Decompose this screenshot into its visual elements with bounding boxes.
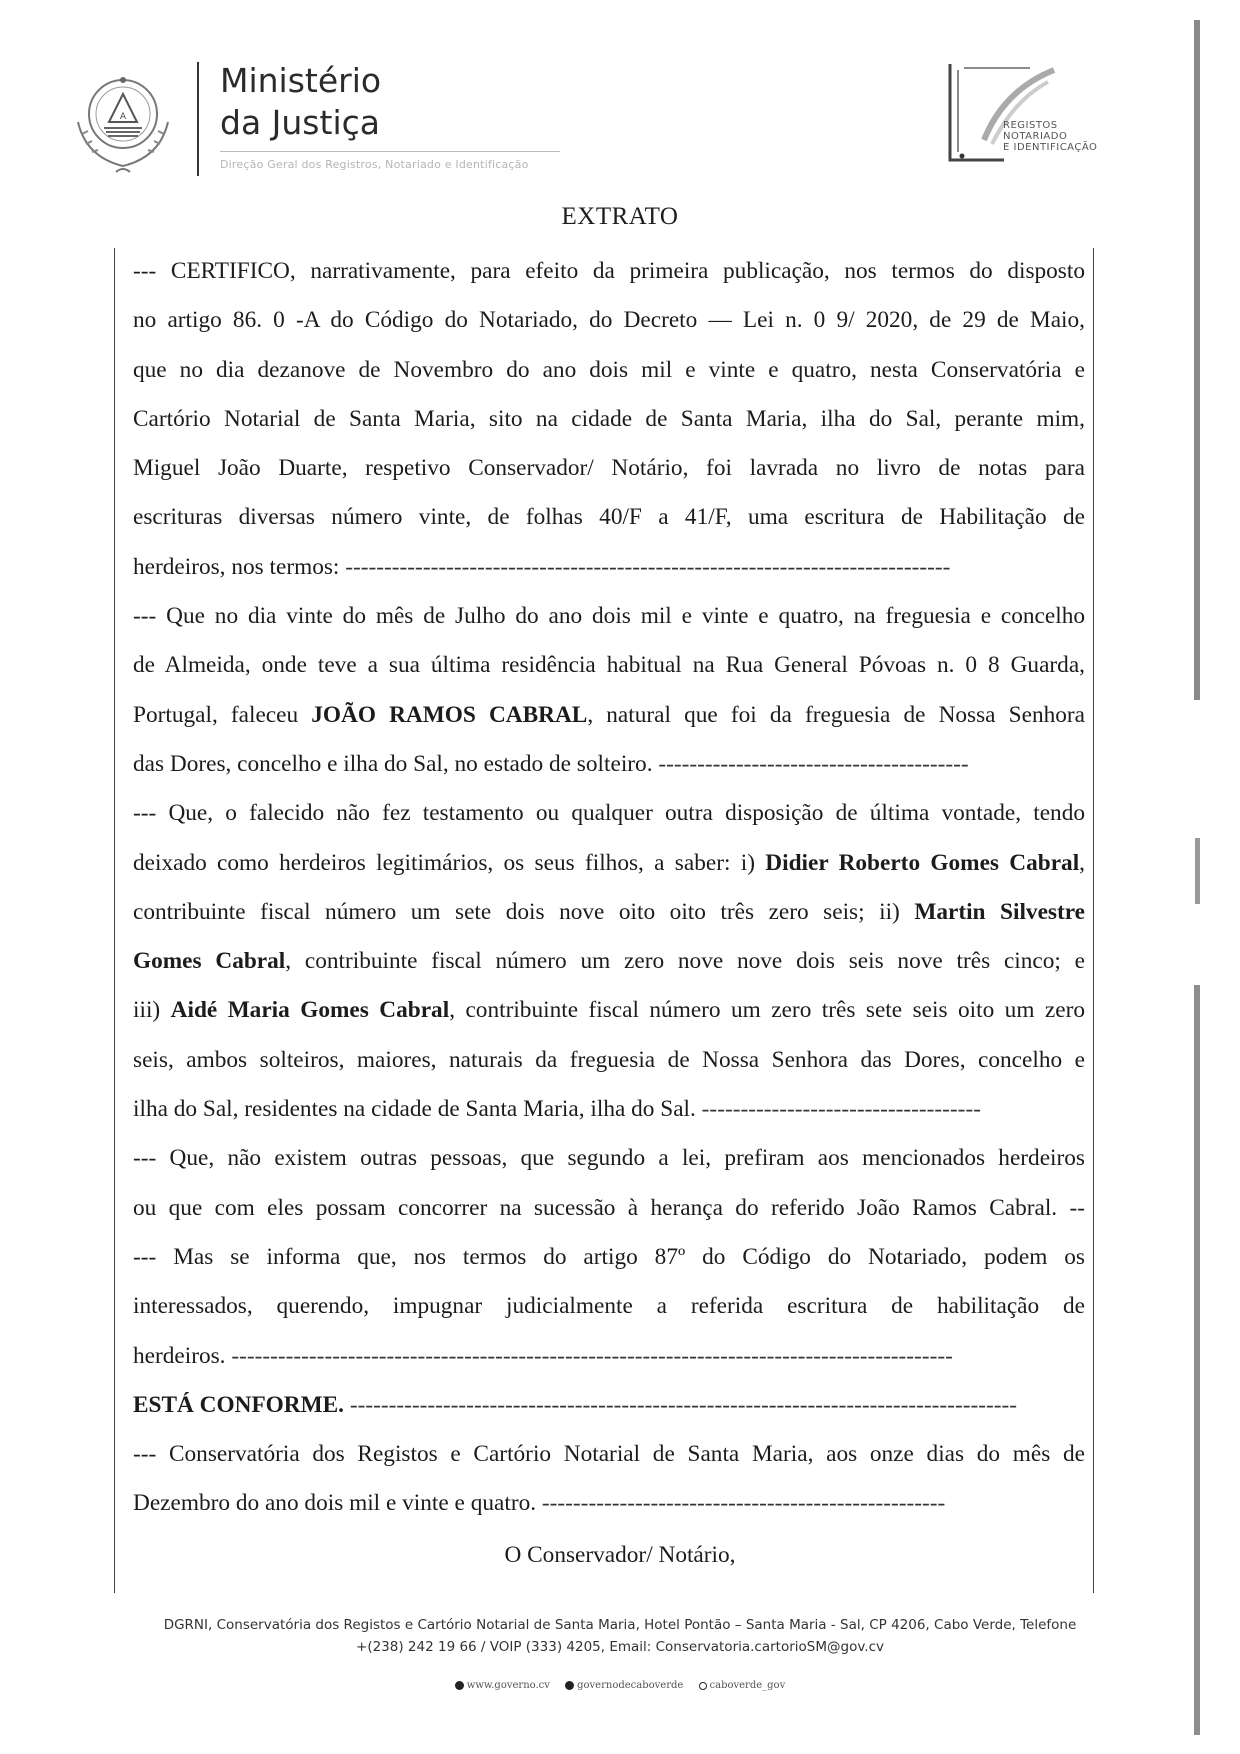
text-segment: contribuinte fiscal número um sete dois nove oito oito três zero seis; ii) bbox=[133, 898, 915, 925]
facebook-icon bbox=[565, 1681, 574, 1690]
text-segment: de Almeida, onde teve a sua última residência habitual na Rua General Póvoas n. 0 8 Guarda, bbox=[133, 652, 1085, 679]
text-segment: no artigo 86. 0 -A do Código do Notariado, do Decreto — Lei n. 0 9/ 2020, de 29 de Maio, bbox=[133, 307, 1085, 334]
text-segment: Miguel João Duarte, respetivo Conservador/ Notário, foi lavrada no livro de notas para bbox=[133, 455, 1085, 482]
text-segment: das Dores, concelho e ilha do Sal, no estado de solteiro. bbox=[133, 750, 659, 777]
bold-text: Aidé Maria Gomes Cabral bbox=[170, 997, 450, 1024]
bold-text: Didier Roberto Gomes Cabral bbox=[765, 849, 1080, 876]
bold-text: JOÃO RAMOS CABRAL bbox=[311, 701, 588, 728]
website-link[interactable]: www.governo.cv bbox=[455, 1680, 550, 1691]
ministry-title-line1: Ministério bbox=[220, 61, 382, 100]
text-line bbox=[133, 1479, 1085, 1528]
instagram-link[interactable]: caboverde_gov bbox=[699, 1680, 786, 1691]
dash-fill: ------------------------------------------------------------------------------ bbox=[345, 553, 951, 580]
signature-label: O Conservador/ Notário, bbox=[504, 1542, 736, 1568]
footer-line2: +(238) 242 19 66 / VOIP (333) 4205, Email: Conservatoria.cartorioSM@gov.cv bbox=[356, 1639, 884, 1655]
text-segment: ou que com eles possam concorrer na sucessão à herança do referido João Ramos Cabral. -- bbox=[133, 1194, 1085, 1221]
text-line bbox=[133, 592, 1085, 641]
document-title: EXTRATO bbox=[561, 203, 679, 230]
social-links bbox=[0, 1680, 1240, 1691]
footer-address bbox=[0, 1614, 1240, 1658]
text-segment: herdeiros. bbox=[133, 1342, 232, 1369]
text-line bbox=[133, 1085, 1085, 1134]
text-line bbox=[133, 1036, 1085, 1085]
dash-fill: ------------------------------------ bbox=[701, 1096, 981, 1123]
text-segment: iii) bbox=[133, 997, 171, 1024]
text-line bbox=[133, 1134, 1085, 1183]
text-segment: , contribuinte fiscal número um zero três sete seis oito um zero bbox=[449, 997, 1085, 1024]
registry-label-line1: REGISTOS bbox=[1003, 120, 1058, 131]
text-segment: --- CERTIFICO, narrativamente, para efeito da primeira publicação, nos termos do disposto bbox=[133, 258, 1085, 284]
text-line bbox=[133, 888, 1085, 937]
text-line bbox=[133, 789, 1085, 838]
text-segment: , bbox=[1079, 849, 1085, 876]
registry-label bbox=[1003, 120, 1097, 153]
facebook-link[interactable]: governodecaboverde bbox=[565, 1680, 683, 1691]
ministry-title-line2: da Justiça bbox=[220, 103, 380, 142]
dash-fill: ---------------------------------------------------- bbox=[541, 1490, 946, 1517]
text-segment: Dezembro do ano dois mil e vinte e quatro. bbox=[133, 1490, 542, 1517]
ministry-sub-divider bbox=[220, 151, 560, 152]
text-segment: deixado como herdeiros legitimários, os seus filhos, a saber: i) bbox=[133, 849, 766, 876]
text-line bbox=[133, 1430, 1085, 1479]
text-segment: --- Que, não existem outras pessoas, que segundo a lei, prefiram aos mencionados herdeiros bbox=[133, 1145, 1085, 1172]
svg-text:A: A bbox=[119, 112, 127, 122]
text-line bbox=[133, 444, 1085, 493]
text-line bbox=[133, 986, 1085, 1035]
text-line bbox=[133, 395, 1085, 444]
coat-of-arms-logo bbox=[64, 62, 182, 180]
text-line bbox=[133, 247, 1085, 296]
text-segment: , contribuinte fiscal número um zero nove nove dois seis nove três cinco; e bbox=[285, 948, 1085, 975]
text-line bbox=[133, 1282, 1085, 1331]
text-line bbox=[133, 1184, 1085, 1233]
text-segment: interessados, querendo, impugnar judicialmente a referida escritura de habilitação de bbox=[133, 1293, 1085, 1320]
dash-fill: ---------------------------------------- bbox=[658, 750, 969, 777]
text-segment: ilha do Sal, residentes na cidade de Santa Maria, ilha do Sal. bbox=[133, 1096, 702, 1123]
text-line bbox=[133, 296, 1085, 345]
text-segment: seis, ambos solteiros, maiores, naturais da freguesia de Nossa Senhora das Dores, concelho e bbox=[133, 1046, 1085, 1073]
text-segment: --- Que, o falecido não fez testamento ou qualquer outra disposição de última vontade, tendo bbox=[133, 800, 1085, 827]
text-segment: --- Conservatória dos Registos e Cartório Notarial de Santa Maria, aos onze dias do mês de bbox=[133, 1441, 1085, 1468]
footer-line1: DGRNI, Conservatória dos Registos e Cartório Notarial de Santa Maria, Hotel Pontão – Santa Maria - Sal, CP 4206, Cabo Verde, Telefone bbox=[163, 1617, 1077, 1633]
globe-icon bbox=[455, 1681, 464, 1690]
text-line bbox=[133, 493, 1085, 542]
scan-edge-artifact bbox=[1194, 20, 1200, 700]
ministry-title bbox=[220, 60, 381, 144]
scan-edge-artifact bbox=[1195, 838, 1200, 904]
text-line bbox=[133, 641, 1085, 690]
text-segment: escrituras diversas número vinte, de folhas 40/F a 41/F, uma escritura de Habilitação de bbox=[133, 504, 1085, 531]
ministry-subtitle: Direção Geral dos Registros, Notariado e Identificação bbox=[220, 158, 529, 171]
registry-label-line2: NOTARIADO bbox=[1003, 131, 1068, 142]
bold-text: Martin Silvestre bbox=[914, 898, 1085, 925]
text-line bbox=[133, 543, 1085, 592]
text-line bbox=[133, 740, 1085, 789]
dash-fill: --------------------------------------------------------------------------------------------- bbox=[231, 1342, 953, 1369]
text-line bbox=[133, 937, 1085, 986]
text-segment: --- Que no dia vinte do mês de Julho do ano dois mil e vinte e quatro, na freguesia e concelho bbox=[133, 603, 1085, 630]
text-line bbox=[133, 839, 1085, 888]
bold-text: Gomes Cabral bbox=[133, 948, 286, 975]
instagram-icon bbox=[699, 1682, 707, 1690]
text-segment: herdeiros, nos termos: bbox=[133, 553, 346, 580]
extract-body bbox=[133, 247, 1085, 1529]
text-segment: Portugal, faleceu bbox=[133, 701, 312, 728]
text-line bbox=[133, 1233, 1085, 1282]
text-line bbox=[133, 1381, 1085, 1430]
text-segment: --- Mas se informa que, nos termos do artigo 87º do Código do Notariado, podem os bbox=[133, 1243, 1085, 1270]
text-segment: Cartório Notarial de Santa Maria, sito na cidade de Santa Maria, ilha do Sal, perante mim, bbox=[133, 405, 1085, 432]
text-line bbox=[133, 1332, 1085, 1381]
bold-text: ESTÁ CONFORME. bbox=[133, 1391, 344, 1418]
text-line bbox=[133, 691, 1085, 740]
header-divider bbox=[197, 62, 199, 176]
dash-fill: -------------------------------------------------------------------------------------- bbox=[349, 1391, 1018, 1418]
text-segment: , natural que foi da freguesia de Nossa Senhora bbox=[587, 701, 1085, 728]
text-line bbox=[133, 346, 1085, 395]
registry-label-line3: E IDENTIFICAÇÃO bbox=[1003, 142, 1098, 153]
text-segment: que no dia dezanove de Novembro do ano dois mil e vinte e quatro, nesta Conservatória e bbox=[133, 356, 1085, 383]
